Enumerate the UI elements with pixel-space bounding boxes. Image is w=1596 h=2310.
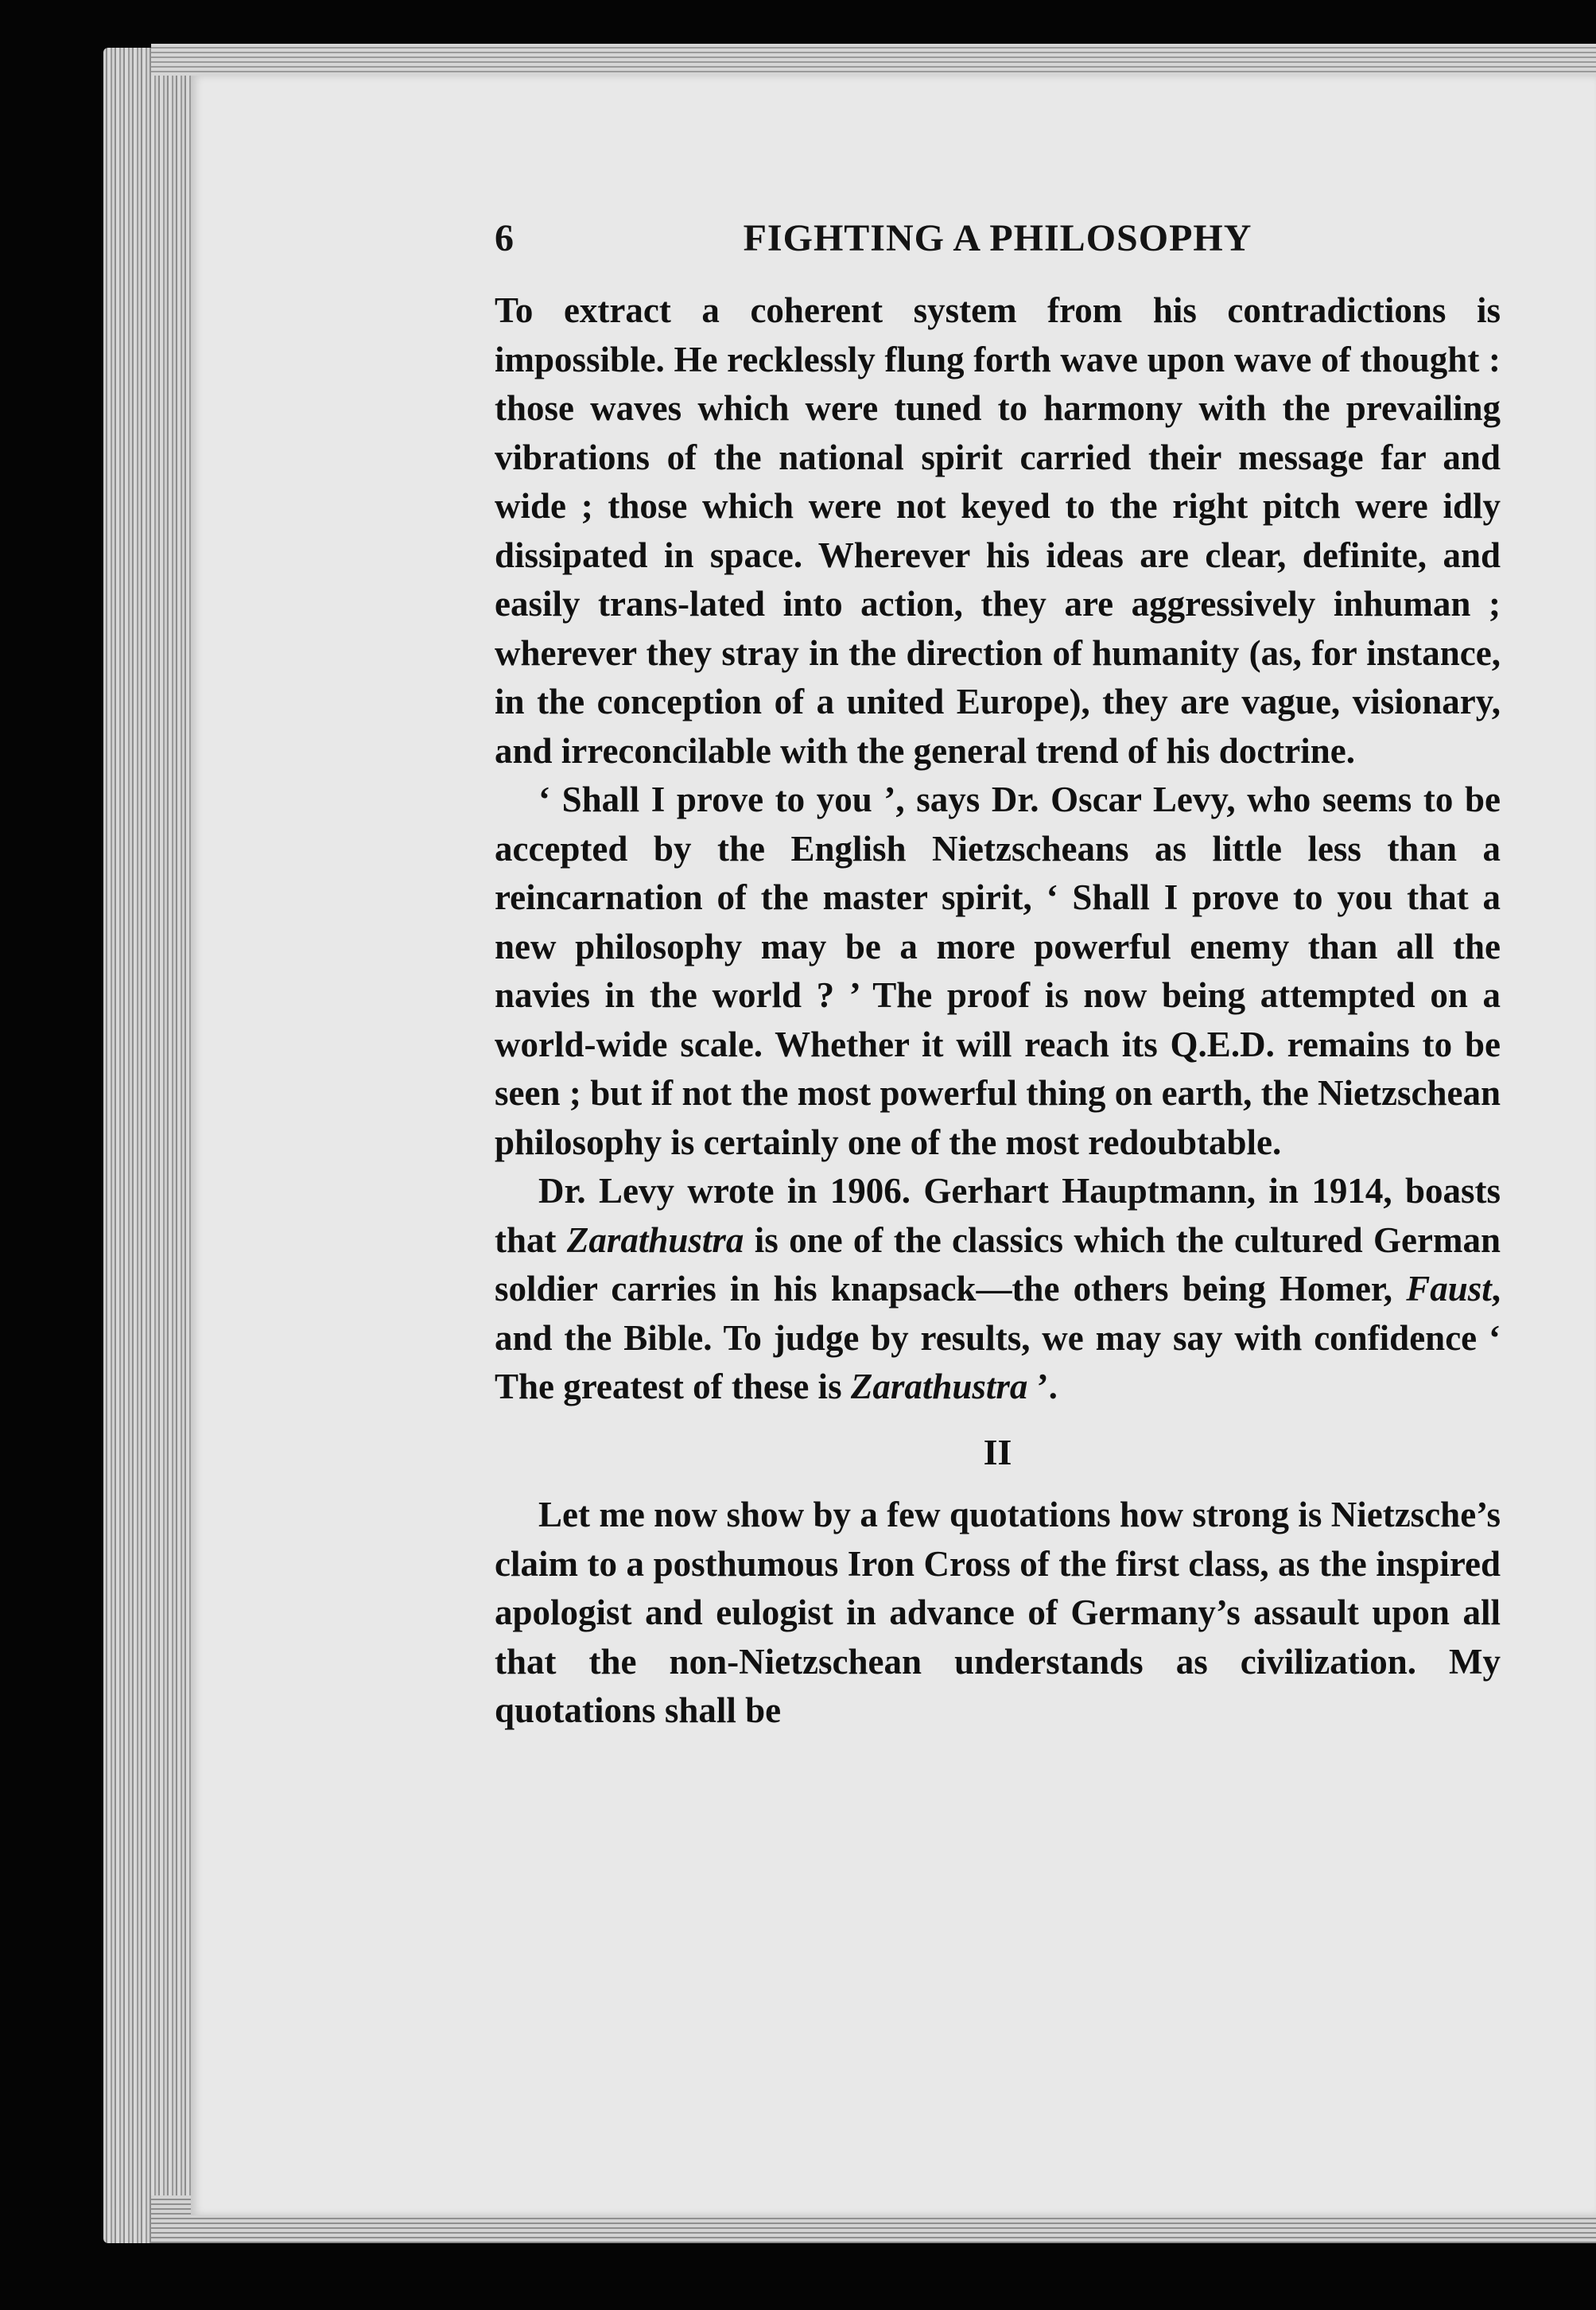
book-page-edges (103, 48, 199, 2243)
page-number: 6 (495, 217, 514, 259)
paragraph-3-text-b: is one of the classics which the cultured German soldier carries in his knapsack—the others being Homer, (495, 1219, 1501, 1309)
paragraph-1: To extract a coherent system from his contradictions is impossible. He recklessly flung forth wave upon wave of thought : those waves which were tuned to harmony with the prevailing vibrations of the national spirit carried their message far and wide ; those which were not keyed to the right pitch were idly dissipated in space. Wherever his ideas are clear, definite, and easily trans-lated into action, they are aggressively inhuman ; wherever they stray in the direction of humanity (as, for instance, in the conception of a united Europe), they are vague, visionary, and irreconcilable with the general trend of his doctrine. (495, 290, 1501, 771)
book-top-edge (151, 44, 1596, 76)
paragraph-3-text-d: ’. (1027, 1367, 1058, 1406)
italic-zarathustra-2: Zarathustra (850, 1367, 1028, 1406)
paragraph-3-text-a: Dr. Levy wrote in 1906. Gerhart Hauptmann, in 1914, boasts that (495, 1171, 1501, 1260)
running-title: FIGHTING A PHILOSOPHY (743, 217, 1252, 259)
italic-faust: Faust (1406, 1269, 1492, 1309)
book-page (191, 76, 1596, 2215)
italic-zarathustra: Zarathustra (566, 1219, 744, 1260)
running-head (495, 216, 1501, 272)
paragraph-3-text-c: , and the Bible. To judge by results, we may say with confidence ‘ The greatest of these is (495, 1269, 1501, 1406)
paragraph-2: ‘ Shall I prove to you ’, says Dr. Oscar Levy, who seems to be accepted by the English Nietzscheans as little less than a reincarnation of the master spirit, ‘ Shall I prove to you that a new philosophy may be a more powerful enemy than all the navies in the world ? ’ The proof is now being attempted on a world-wide scale. Whether it will reach its Q.E.D. remains to be seen ; but if not the most powerful thing on earth, the Nietzschean philosophy is certainly one of the most redoubtable. (495, 780, 1501, 1162)
paragraph-3 (495, 1167, 1501, 1412)
body-text (495, 286, 1501, 1736)
paragraph-4: Let me now show by a few quotations how strong is Nietzsche’s claim to a posthumous Iron Cross of the first class, as the inspired apologist and eulogist in advance of Germany’s assault upon all that the non-Nietzschean understands as civilization. My quotations shall be (495, 1495, 1501, 1730)
section-numeral: II (983, 1431, 1012, 1472)
